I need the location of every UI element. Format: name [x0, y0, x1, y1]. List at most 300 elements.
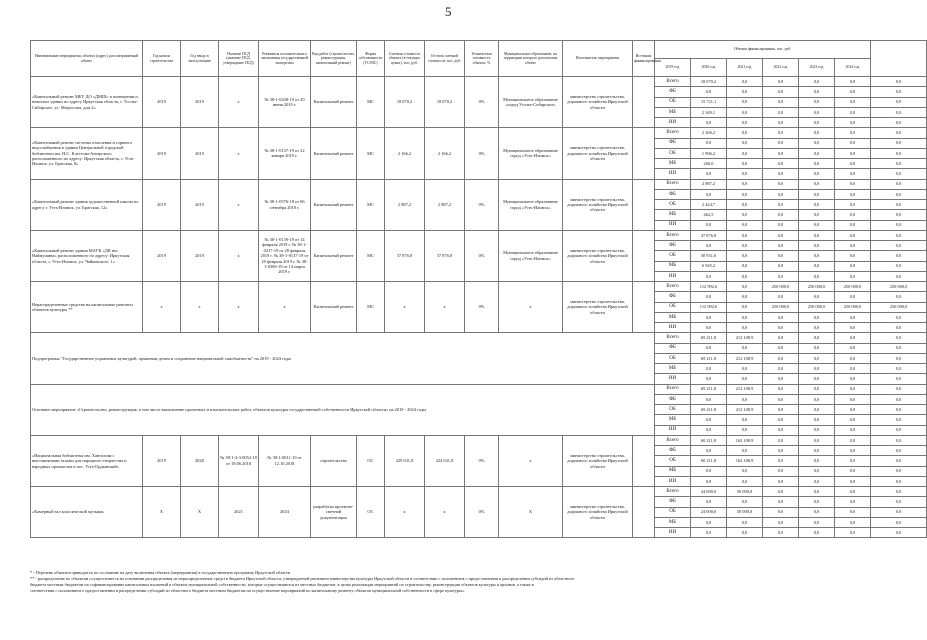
value-cell: 0,0 [763, 87, 799, 97]
value-cell: 0,0 [799, 200, 835, 210]
value-cell: 0,0 [763, 353, 799, 363]
value-cell: 0,0 [799, 487, 835, 497]
value-cell: 18 070,2 [691, 77, 727, 87]
financing-table [30, 40, 927, 538]
object-form: МС [357, 128, 385, 179]
value-cell: 0,0 [727, 312, 763, 322]
value-cell: 212 108,9 [727, 405, 763, 415]
object-psd: х [219, 128, 259, 179]
object-name: «Национальная библиотека им. Хангалова с выставочными залами для народного творчества и народных промыслов в пос. Усть-Ордынский» [31, 435, 143, 486]
value-cell: 0,0 [763, 466, 799, 476]
value-cell: 0,0 [799, 87, 835, 97]
object-name: «Капитальный ремонт здания МАУК «ДК им. Наймушина» расположенного по адресу: Иркутская область, г. Усть-Илимск, ул. Чайковского, 1» [31, 230, 143, 281]
empty-cell [633, 179, 655, 230]
value-cell: 0,0 [727, 128, 763, 138]
value-cell: 0,0 [799, 507, 835, 517]
value-cell: 0,0 [799, 261, 835, 271]
value-cell: 0,0 [691, 374, 727, 384]
object-remain: 2 887,2 [425, 179, 465, 230]
source-cell: ОБ [655, 456, 691, 466]
value-cell: 0,0 [871, 159, 927, 169]
value-cell: 0,0 [835, 118, 871, 128]
value-cell: 0,0 [763, 230, 799, 240]
value-cell: 0,0 [835, 343, 871, 353]
value-cell: 0,0 [835, 159, 871, 169]
source-cell: Всего [655, 128, 691, 138]
value-cell: 0,0 [691, 517, 727, 527]
value-cell: 0,0 [835, 179, 871, 189]
source-cell: МБ [655, 415, 691, 425]
value-cell: 0,0 [835, 189, 871, 199]
source-cell: ФБ [655, 292, 691, 302]
object-cost: 18 070,2 [385, 77, 425, 128]
value-cell: 0,0 [871, 230, 927, 240]
object-form: ОС [357, 435, 385, 486]
object-exec: министерство строительства, дорожного хозяйства Иркутской области [563, 128, 633, 179]
value-cell: 0,0 [871, 118, 927, 128]
value-cell: 0,0 [871, 200, 927, 210]
value-cell: 0,0 [763, 394, 799, 404]
value-cell: 0,0 [799, 497, 835, 507]
subprogram-text: Подпрограмма "Государственное управление культурой, архивным делом и сохранение национальной самобытности" на 2019 - 2024 годы [31, 333, 655, 384]
table-row [31, 384, 927, 394]
source-cell: ИИ [655, 220, 691, 230]
object-end: 2019 [181, 77, 219, 128]
object-exec: министерство строительства, дорожного хозяйства Иркутской области [563, 282, 633, 333]
value-cell: 0,0 [835, 353, 871, 363]
source-cell: ИИ [655, 323, 691, 333]
value-cell: 0,0 [799, 148, 835, 158]
header-year: 2022 год [763, 59, 799, 77]
value-cell: 0,0 [727, 343, 763, 353]
object-mo: Муниципальное образование город «Усть-Илимск» [499, 179, 563, 230]
value-cell: 0,0 [691, 189, 727, 199]
value-cell: 0,0 [835, 405, 871, 415]
value-cell: 0,0 [763, 446, 799, 456]
source-cell: ФБ [655, 446, 691, 456]
value-cell: 0,0 [835, 446, 871, 456]
object-remain: х [425, 282, 465, 333]
value-cell: 69 211,8 [691, 333, 727, 343]
value-cell: 0,0 [763, 497, 799, 507]
source-cell: ОБ [655, 507, 691, 517]
object-work: Капитальный ремонт [311, 179, 357, 230]
value-cell: 0,0 [727, 230, 763, 240]
value-cell: 0,0 [835, 394, 871, 404]
value-cell: 0,0 [871, 517, 927, 527]
value-cell: 250 000,0 [799, 282, 835, 292]
source-cell: ФБ [655, 394, 691, 404]
value-cell: 0,0 [799, 77, 835, 87]
value-cell: 0,0 [727, 251, 763, 261]
value-cell: 0,0 [799, 128, 835, 138]
source-cell: МБ [655, 210, 691, 220]
value-cell: 0,0 [727, 364, 763, 374]
value-cell: 0,0 [871, 446, 927, 456]
value-cell: 250 000,0 [871, 302, 927, 312]
value-cell: 0,0 [691, 364, 727, 374]
value-cell: 0,0 [727, 528, 763, 538]
header-cell: Реквизиты положительного заключения государственной экспертизы [259, 41, 311, 77]
object-ready: 0% [465, 128, 499, 179]
empty-cell [633, 230, 655, 281]
object-remain: 37 876,8 [425, 230, 465, 281]
value-cell: 0,0 [835, 210, 871, 220]
value-cell: 0,0 [799, 138, 835, 148]
header-cell: Наличие ПСД (наличие ПСД, утверждение ПСД) [219, 41, 259, 77]
source-cell: ФБ [655, 87, 691, 97]
value-cell: 0,0 [835, 97, 871, 107]
value-cell: 0,0 [763, 435, 799, 445]
source-cell: Всего [655, 487, 691, 497]
empty-cell [633, 435, 655, 486]
value-cell: 462,5 [691, 210, 727, 220]
object-form: МС [357, 230, 385, 281]
value-cell: 0,0 [835, 220, 871, 230]
value-cell: 0,0 [835, 435, 871, 445]
value-cell: 0,0 [763, 148, 799, 158]
footnote-line: соответствии с положением о предоставлении и распределении субсидий из областного бюджета местным бюджетам на осуществление мероприятий по капитальному ремонту объектов муниципальной собственности в сфере культуры». [30, 588, 466, 593]
object-name: «Камерный зал классической музыки» [31, 487, 143, 538]
value-cell: 0,0 [691, 271, 727, 281]
object-expertise: № 38-1-0576-18 от 06 сентября 2018 г. [259, 179, 311, 230]
object-exec: министерство строительства, дорожного хозяйства Иркутской области [563, 230, 633, 281]
value-cell: 0,0 [763, 128, 799, 138]
object-end: х [181, 282, 219, 333]
value-cell: 60 211,8 [691, 435, 727, 445]
value-cell: 250 000,0 [799, 302, 835, 312]
value-cell: 0,0 [799, 353, 835, 363]
object-end: 2020 [181, 435, 219, 486]
value-cell: 0,0 [763, 323, 799, 333]
value-cell: 0,0 [727, 241, 763, 251]
value-cell: 0,0 [691, 87, 727, 97]
value-cell: 0,0 [691, 476, 727, 486]
value-cell: 0,0 [871, 77, 927, 87]
value-cell: 0,0 [727, 261, 763, 271]
value-cell: 0,0 [799, 220, 835, 230]
value-cell: 0,0 [871, 292, 927, 302]
value-cell: 212 108,9 [727, 353, 763, 363]
value-cell: 69 211,8 [691, 353, 727, 363]
source-cell: ИИ [655, 271, 691, 281]
value-cell: 0,0 [727, 210, 763, 220]
source-cell: ОБ [655, 251, 691, 261]
object-exec: министерство строительства, дорожного хозяйства Иркутской области [563, 487, 633, 538]
value-cell: 0,0 [691, 425, 727, 435]
object-work: строительство [311, 435, 357, 486]
object-work: Капитальный ремонт [311, 230, 357, 281]
value-cell: 0,0 [763, 261, 799, 271]
value-cell: 0,0 [835, 333, 871, 343]
value-cell: 250 000,0 [835, 282, 871, 292]
value-cell: 0,0 [799, 333, 835, 343]
source-cell: ИИ [655, 169, 691, 179]
object-expertise: № 38-1-0011-19 от 12.10.2018 [259, 435, 311, 486]
value-cell: 0,0 [763, 343, 799, 353]
source-cell: ОБ [655, 353, 691, 363]
header-cell: Вид работ (строительство, реконструкция, капитальный ремонт) [311, 41, 357, 77]
source-cell: ИИ [655, 374, 691, 384]
value-cell: 0,0 [763, 210, 799, 220]
value-cell: 0,0 [799, 271, 835, 281]
empty-cell [633, 487, 655, 538]
value-cell: 0,0 [691, 292, 727, 302]
value-cell: 0,0 [835, 169, 871, 179]
empty-cell [633, 128, 655, 179]
value-cell: 0,0 [763, 517, 799, 527]
object-ready: 0% [465, 487, 499, 538]
table-row [31, 282, 927, 292]
value-cell: 0,0 [763, 107, 799, 117]
value-cell: 0,0 [835, 230, 871, 240]
source-cell: ФБ [655, 138, 691, 148]
header-row [31, 41, 927, 59]
value-cell: 0,0 [691, 220, 727, 230]
source-cell: Всего [655, 77, 691, 87]
object-remain: 224 631,8 [425, 435, 465, 486]
value-cell: 0,0 [727, 302, 763, 312]
value-cell: 0,0 [691, 312, 727, 322]
value-cell: 0,0 [763, 159, 799, 169]
value-cell: 15 721,1 [691, 97, 727, 107]
value-cell: 0,0 [799, 384, 835, 394]
value-cell: 0,0 [691, 497, 727, 507]
value-cell: 0,0 [871, 261, 927, 271]
value-cell: 0,0 [871, 220, 927, 230]
source-cell: ФБ [655, 241, 691, 251]
value-cell: 0,0 [763, 364, 799, 374]
value-cell: 0,0 [727, 476, 763, 486]
table-row [31, 333, 927, 343]
value-cell: 0,0 [727, 189, 763, 199]
value-cell: 37 876,8 [691, 230, 727, 240]
value-cell: 0,0 [763, 220, 799, 230]
value-cell: 0,0 [691, 446, 727, 456]
object-exec: министерство строительства, дорожного хозяйства Иркутской области [563, 77, 633, 128]
footnote-line: * - Перечень объектов приводится по состоянию на дату включения объекта (мероприятия) в государственную программу Иркутской области [30, 570, 291, 575]
value-cell: 0,0 [871, 128, 927, 138]
value-cell: 0,0 [763, 271, 799, 281]
object-mo: х [499, 435, 563, 486]
value-cell: 0,0 [727, 118, 763, 128]
value-cell: 0,0 [871, 353, 927, 363]
value-cell: 0,0 [871, 169, 927, 179]
page-number: 5 [445, 4, 452, 19]
value-cell: 0,0 [727, 169, 763, 179]
value-cell: 0,0 [799, 312, 835, 322]
value-cell: 0,0 [871, 425, 927, 435]
value-cell: 0,0 [799, 446, 835, 456]
object-end: 2019 [181, 128, 219, 179]
value-cell: 2 887,2 [691, 179, 727, 189]
object-expertise: № 38-1-0438-19 от 20 июня 2019 г. [259, 77, 311, 128]
object-cost: х [385, 282, 425, 333]
object-cost: 229 631,8 [385, 435, 425, 486]
source-cell: ИИ [655, 476, 691, 486]
object-start: Х [143, 487, 181, 538]
value-cell: 0,0 [727, 138, 763, 148]
value-cell: 0,0 [871, 251, 927, 261]
object-expertise: № 38-1-0139-19 от 14 февраля 2019 г. № 38-1-0217-19 от 28 февраля 2019 г. № 38-1-0137-19 от 18 февраля 2019 г. № 38-1-0306-19 от 14 марта 2019 г. [259, 230, 311, 281]
value-cell: 0,0 [727, 282, 763, 292]
value-cell: 0,0 [871, 271, 927, 281]
value-cell: 162 108,9 [727, 456, 763, 466]
value-cell: 0,0 [691, 169, 727, 179]
header-cell: Техническая готовность объекта, % [465, 41, 499, 77]
value-cell: 0,0 [871, 456, 927, 466]
value-cell: 0,0 [727, 415, 763, 425]
value-cell: 0,0 [727, 87, 763, 97]
header-year: 2024 год [835, 59, 871, 77]
value-cell: 0,0 [871, 87, 927, 97]
object-psd: № 38-1-4-3-0052-18 от 18.06.2018 [219, 435, 259, 486]
source-cell: ОБ [655, 200, 691, 210]
value-cell: 0,0 [763, 97, 799, 107]
value-cell: 0,0 [799, 210, 835, 220]
value-cell: 0,0 [871, 528, 927, 538]
value-cell: 0,0 [763, 169, 799, 179]
header-cell: Сметная стоимость объекта (в текущих ценах), тыс. руб. [385, 41, 425, 77]
value-cell: 0,0 [871, 394, 927, 404]
value-cell: 0,0 [691, 394, 727, 404]
footnote-line: ** - распределение по объектам осуществляется на основании распределения из нераспределенных средств бюджета Иркутской области, утвержденной решением министерства культуры Иркутской области в соответствии с положением о предоставлении и распределении субсидий из областного [30, 576, 575, 581]
value-cell: 0,0 [763, 405, 799, 415]
value-cell: 0,0 [727, 323, 763, 333]
value-cell: 0,0 [835, 374, 871, 384]
main_event-text: Основное мероприятие «Строительство, реконструкция, в том числе выполнение проектных и изыскательских работ, объектов культуры государственной собственности Иркутской области» на 2019 - 2024 годы [31, 384, 655, 435]
value-cell: 0,0 [835, 271, 871, 281]
value-cell: 0,0 [871, 148, 927, 158]
value-cell: 6 945,2 [691, 261, 727, 271]
value-cell: 0,0 [691, 528, 727, 538]
object-psd: х [219, 230, 259, 281]
object-form: ОС [357, 487, 385, 538]
value-cell: 0,0 [871, 241, 927, 251]
value-cell: 0,0 [763, 179, 799, 189]
source-cell: МБ [655, 312, 691, 322]
object-cost: 37 876,8 [385, 230, 425, 281]
value-cell: 250 000,0 [763, 302, 799, 312]
table-row [31, 77, 927, 87]
object-start: х [143, 282, 181, 333]
header-year: 2019 год [655, 59, 691, 77]
header-year: 2023 год [799, 59, 835, 77]
value-cell: 0,0 [835, 87, 871, 97]
value-cell: 0,0 [871, 466, 927, 476]
value-cell: 250 000,0 [835, 302, 871, 312]
table-row [31, 128, 927, 138]
object-expertise: 2024 [259, 487, 311, 538]
header-empty [871, 41, 927, 77]
object-form: МС [357, 179, 385, 230]
source-cell: ИИ [655, 118, 691, 128]
value-cell: 0,0 [871, 487, 927, 497]
object-cost: 2 166,2 [385, 128, 425, 179]
header-cell: Форма собственности (ГС/МС) [357, 41, 385, 77]
value-cell: 0,0 [835, 200, 871, 210]
header-cell: Остаток сметной стоимости, тыс. руб. [425, 41, 465, 77]
header-cell: Источник финансирования [633, 41, 655, 77]
value-cell: 0,0 [835, 128, 871, 138]
source-cell: МБ [655, 159, 691, 169]
value-cell: 0,0 [871, 405, 927, 415]
header-cell: Муниципальное образование, на территории которого расположен объект [499, 41, 563, 77]
object-cost: х [385, 487, 425, 538]
value-cell: 0,0 [799, 466, 835, 476]
value-cell: 0,0 [799, 343, 835, 353]
value-cell: 0,0 [691, 466, 727, 476]
value-cell: 0,0 [835, 456, 871, 466]
header-financing: Объемы финансирования, тыс. руб. [655, 41, 871, 59]
value-cell: 0,0 [799, 169, 835, 179]
value-cell: 112 992,6 [691, 282, 727, 292]
source-cell: МБ [655, 466, 691, 476]
value-cell: 24 000,0 [691, 487, 727, 497]
object-remain: 18 070,2 [425, 77, 465, 128]
value-cell: 69 211,8 [691, 384, 727, 394]
value-cell: 112 992,6 [691, 302, 727, 312]
table-row [31, 179, 927, 189]
object-start: 2019 [143, 435, 181, 486]
value-cell: 0,0 [691, 415, 727, 425]
value-cell: 0,0 [835, 241, 871, 251]
object-psd: 2021 [219, 487, 259, 538]
value-cell: 0,0 [871, 384, 927, 394]
object-exec: министерство строительства, дорожного хозяйства Иркутской области [563, 179, 633, 230]
source-cell: ОБ [655, 405, 691, 415]
value-cell: 0,0 [763, 200, 799, 210]
value-cell: 50 000,0 [727, 487, 763, 497]
value-cell: 0,0 [799, 97, 835, 107]
value-cell: 0,0 [727, 517, 763, 527]
value-cell: 0,0 [727, 292, 763, 302]
value-cell: 162 108,9 [727, 435, 763, 445]
object-psd: х [219, 77, 259, 128]
value-cell: 0,0 [763, 241, 799, 251]
value-cell: 2 424,7 [691, 200, 727, 210]
value-cell: 0,0 [727, 107, 763, 117]
source-cell: Всего [655, 435, 691, 445]
object-end: 2019 [181, 179, 219, 230]
value-cell: 0,0 [691, 241, 727, 251]
value-cell: 0,0 [835, 77, 871, 87]
value-cell: 30 931,6 [691, 251, 727, 261]
header-year: 2020 год [691, 59, 727, 77]
value-cell: 0,0 [835, 415, 871, 425]
source-cell: ФБ [655, 343, 691, 353]
object-name: «Капитальный ремонт МБУ ДО «ДМШ» в помещении и нежилом здании по адресу Иркутская область, г. Усолье-Сибирское, ул. Матросова, дом 2» [31, 77, 143, 128]
value-cell: 0,0 [835, 497, 871, 507]
footnotes [30, 570, 882, 594]
table-row [31, 435, 927, 445]
object-exec: министерство строительства, дорожного хозяйства Иркутской области [563, 435, 633, 486]
value-cell: 0,0 [799, 241, 835, 251]
value-cell: 0,0 [763, 507, 799, 517]
object-expertise: № 38-1-0137-19 от 22 января 2019 г. [259, 128, 311, 179]
object-remain: 2 166,2 [425, 128, 465, 179]
value-cell: 0,0 [835, 507, 871, 517]
value-cell: 0,0 [727, 446, 763, 456]
object-cost: 2 887,2 [385, 179, 425, 230]
value-cell: 0,0 [763, 384, 799, 394]
value-cell: 0,0 [799, 179, 835, 189]
object-mo: х [499, 282, 563, 333]
object-form: МС [357, 77, 385, 128]
value-cell: 2 349,1 [691, 107, 727, 117]
object-start: 2019 [143, 179, 181, 230]
source-cell: ОБ [655, 97, 691, 107]
